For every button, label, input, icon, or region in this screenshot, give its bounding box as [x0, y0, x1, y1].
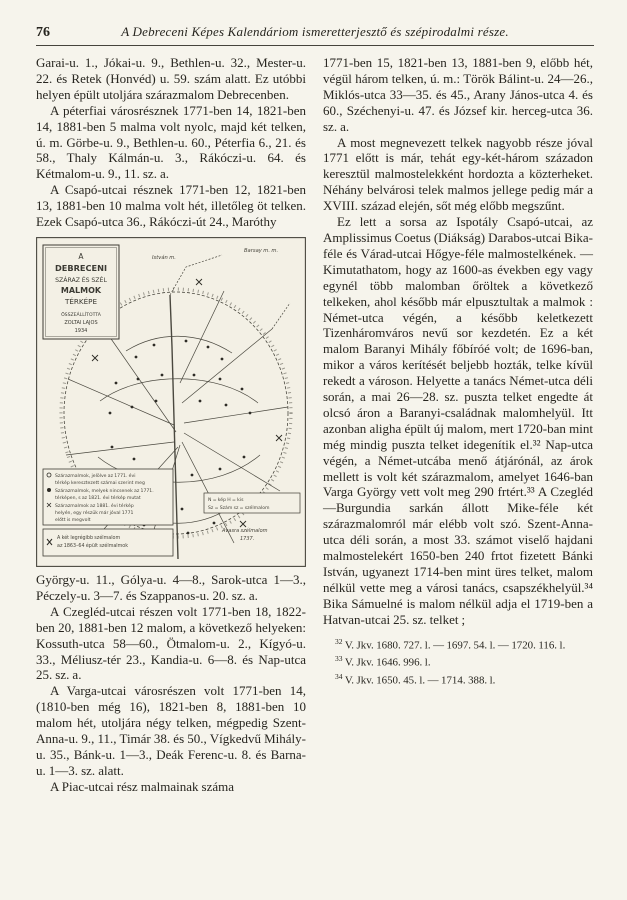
map-title-line: TÉRKÉPE [64, 296, 98, 306]
footnote-text: V. Jkv. 1650. 45. l. — 1714. 388. l. [344, 674, 496, 687]
two-column-text [36, 55, 594, 795]
map-legend-line: Szárazmalmok, melyek nincsenek az 1771. [55, 488, 154, 494]
map-legend-line: térképen, s az 1821. évi térkép mutat [55, 495, 141, 501]
footnote-marker: 32 [335, 636, 343, 646]
map-figure [36, 237, 306, 567]
footnotes [323, 635, 593, 688]
paragraph: György-u. 11., Gólya-u. 4—8., Sarok-utca 1—3., Péczely-u. 3—7. és Szappanos-u. 20. sz. a. [36, 571, 306, 603]
paragraph: Ez lett a sorsa az Ispotály Csapó-utcai, az Amplissimus Coetus (Diákság) Darabos-utcai Bika-féle és Várad-utcai Hőgye-féle malmostelkének. — Kimutathatom, hogy az 1600-as években egy vagy egynél több malomban őröltek a következő telkeken, ahol később már elpusztultak a malmok : Német-utca végén, a később keletkezett Tizenháromváros nevű sor kezdetén. Ez a két malom Baranyi Mihály főbíróé volt; de 1696-ban, mikor a város kerítését beljebb hozták, telke kívül rekedt a városon. Helyette a tanács Német-utca déli során, a mai 26—28. sz. puszta telket engedte át olcsó áron a Baranyi-családnak malomhelyül. Itt azonban aligha épült új malom, mert 1720-ban mint még mindig puszta telket idegenítik el.³² Nap-utca végén, a Német-utcába menő átjárónál, az árok mellett is volt két szárazmalom, amelyet 1646-ban Varga György vett volt meg 290 frtért.³³ A Czegléd—Burgundia sarkán állott Mike-féle két szárazmalomról már elébb volt szó. Szent-Anna-utca déli során, a most 33. számot viselő hajdani malmostelekért 1650-ben 240 frtot fizetett Bánki István, ugyanezt 1714-ben mint üres telket, malom nélkül vette meg a városi tanács, csapszékhelyül.³⁴ Bika Sámuelné is malom nélkül adja el 1719-ben a Hatvan-utcai 25. sz. telket ; [323, 214, 593, 627]
paragraph: Garai-u. 1., Jókai-u. 9., Bethlen-u. 32., Mester-u. 22. és Retek (Honvéd) u. 59. szám alatt. Ez utóbbi helyen épült utoljára szárazmalom Debrecenben. [36, 55, 306, 102]
map-abbrev-line: N = kép H = kis [208, 497, 244, 503]
left-column [36, 55, 306, 795]
running-title: A Debreceni Képes Kalendáriom ismeretterjesztő és szépirodalmi része. [121, 24, 509, 39]
paragraph: A Varga-utcai városrészen volt 1771-ben 14, (1810-ben még 16), 1821-ben 8, 1881-ben 10 malom hét, utoljára négy telken, mégpedig Szent-Anna-u. 9., 11., Timár 38. és 50., Vígkedvű Mihály-u. 35., Bánk-u. 1—3., Deák Ferenc-u. 8. és Barna-u. 1—3. sz. alatt. [36, 683, 306, 778]
footnote-marker: 34 [335, 672, 343, 682]
map-title-line: A [78, 251, 84, 261]
map-label-istvan-malom: István m. [152, 254, 176, 261]
map-legend2-line: az 1863–64 épült szélmalmok [57, 543, 129, 549]
map-legend2-line: A két legrégibb szélmalom [57, 535, 121, 541]
footnote [323, 635, 593, 653]
map-legend-line: helyén, egy részük már jóval 1771 [55, 510, 134, 516]
paragraph: A péterfiai városrésznek 1771-ben 14, 1821-ben 14, 1881-ben 5 malma volt nyolc, majd két telken, ú. m. Görbe-u. 9., Bethlen-u. 60., Péterfia 6., 21. és 58., Thaly Kálmán-u. 3., Rákóczi-u. 64. és Kétmalom-u. 9., 11. sz. a. [36, 102, 306, 182]
footnote [323, 670, 593, 688]
paragraph: 1771-ben 15, 1821-ben 13, 1881-ben 9, előbb hét, végül három telken, ú. m.: Török Bálint-u. 24—26., Miklós-utca 33—35. és 45., Arany János-utca 4. és 60., Széchenyi-u. 47. és József kir. herceg-utca 36. sz. a. [323, 55, 593, 134]
map-legend-line: Szárazmalmok, jelölve az 1771. évi [55, 473, 136, 479]
paragraph: A Piac-utcai rész malmainak száma [50, 778, 235, 794]
footnote [323, 652, 593, 670]
map-abbrev-box [204, 493, 300, 513]
page-number: 76 [36, 25, 50, 40]
map-title-line: DEBRECENI [54, 262, 108, 273]
legend-symbol-dot [47, 488, 51, 492]
paragraph: A Czegléd-utcai részen volt 1771-ben 18, 1822-ben 20, 1881-ben 12 malom, a következő helyeken: Kossuth-utca 58—60., Ötmalom-u. 2., Kígyó-u. 33., Méliusz-tér 23., Kandia-u. 6—8. és Nap-utca 25. sz. a. [36, 603, 306, 683]
map-legend-box-2 [43, 529, 173, 556]
page-header [36, 24, 594, 46]
footnote-text: V. Jkv. 1680. 727. l. — 1697. 54. l. — 1720. 116. l. [344, 639, 566, 652]
map-label-barsay-malom: Barsay m. m. [244, 247, 279, 254]
map-legend-line: Szárazmalmok az 1881. évi térkép [55, 503, 134, 509]
map-title-box [43, 245, 119, 339]
map-credit-line: ÖSSZEÁLLÍTOTTA [61, 312, 101, 318]
map-title-line: SZÁRAZ ÉS SZÉL [55, 276, 107, 284]
map-legend-line: térkép keresztezett számai szerint meg [55, 480, 145, 486]
map-title-line: MALMOK [60, 285, 102, 295]
paragraph: A most megnevezett telkek nagyobb része jóval 1771 előtt is már, tehát egy-két-három századon keresztül malmostelekként hordozta a közterheket. Néhány belvárosi telek malmos jellege pedig már a XVIII. század elején, sőt még előbb megszűnt. [323, 134, 593, 214]
map-abbrev-line: Sz = Szám sz = szélmalom [208, 505, 270, 511]
map-legend-line: előtt is megvolt [55, 517, 91, 523]
map-credit-line: ZOLTAI LAJOS [64, 319, 98, 326]
debrecen-mills-map [36, 237, 306, 567]
map-credit-line: 1934 [74, 327, 88, 334]
paragraph: A Csapó-utcai résznek 1771-ben 12, 1821-ben 13, 1881-ben 10 malma volt hét, illetőleg öt telken. Ezek Csapó-utca 36., Rákóczi-út 24., Maróthy [36, 182, 306, 230]
map-legend-box [43, 469, 173, 525]
footnote-text: V. Jkv. 1646. 996. l. [344, 657, 431, 670]
right-column [323, 55, 593, 795]
footnote-marker: 33 [335, 654, 343, 664]
map-label-windmill: Avasra szélmalom [222, 527, 268, 534]
map-label-windmill-year: 1737. [240, 535, 255, 542]
